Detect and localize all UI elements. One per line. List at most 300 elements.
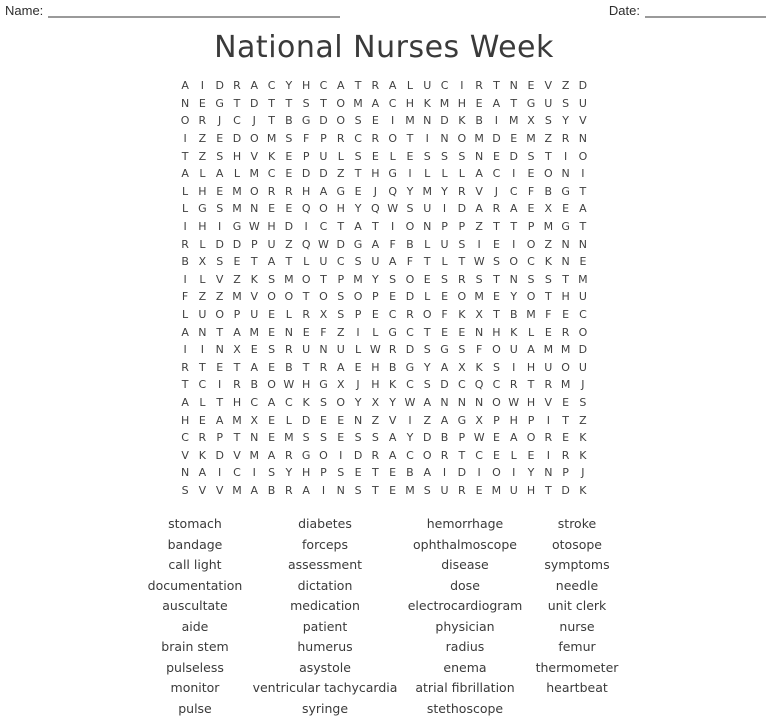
grid-letter: V bbox=[475, 184, 483, 198]
grid-letter: H bbox=[302, 466, 311, 480]
grid-letter: Q bbox=[301, 237, 311, 251]
grid-letter: M bbox=[353, 272, 363, 286]
date-field bbox=[609, 2, 766, 18]
grid-letter: S bbox=[268, 272, 276, 286]
grid-letter: L bbox=[510, 448, 517, 462]
grid-letter: L bbox=[527, 325, 535, 339]
grid-letter: Z bbox=[544, 132, 553, 146]
grid-letter: T bbox=[268, 114, 275, 128]
grid-letter: V bbox=[388, 413, 397, 427]
grid-letter: C bbox=[406, 448, 414, 462]
grid-letter: H bbox=[198, 220, 207, 234]
grid-letter: A bbox=[388, 79, 397, 93]
grid-letter: T bbox=[302, 290, 310, 304]
grid-letter: B bbox=[388, 360, 397, 374]
word-item: patient bbox=[302, 618, 348, 634]
grid-letter: G bbox=[388, 167, 397, 181]
grid-letter: S bbox=[389, 272, 397, 286]
grid-letter: U bbox=[509, 483, 518, 497]
grid-letter: A bbox=[267, 395, 276, 409]
grid-letter: N bbox=[353, 413, 363, 427]
grid-letter: I bbox=[304, 220, 308, 234]
grid-letter: E bbox=[527, 448, 535, 462]
grid-letter: O bbox=[215, 308, 225, 322]
date-blank-line bbox=[645, 2, 766, 18]
grid-letter: R bbox=[544, 378, 553, 392]
grid-letter: I bbox=[218, 220, 222, 234]
grid-letter: K bbox=[423, 96, 431, 110]
grid-letter: M bbox=[405, 483, 415, 497]
grid-letter: I bbox=[563, 149, 568, 163]
grid-letter: L bbox=[182, 184, 189, 198]
grid-letter: O bbox=[319, 290, 328, 304]
grid-letter: S bbox=[579, 395, 587, 409]
grid-letter: P bbox=[354, 308, 362, 322]
grid-letter: R bbox=[371, 79, 380, 93]
grid-letter: I bbox=[512, 466, 516, 480]
grid-letter: M bbox=[543, 343, 554, 357]
grid-letter: F bbox=[527, 184, 535, 198]
grid-letter: B bbox=[509, 308, 518, 322]
grid-letter: Y bbox=[562, 114, 569, 128]
grid-letter: N bbox=[284, 325, 293, 339]
grid-letter: R bbox=[181, 237, 189, 251]
grid-letter: A bbox=[388, 255, 397, 269]
grid-letter: Z bbox=[336, 325, 345, 339]
grid-letter: O bbox=[422, 308, 432, 322]
grid-letter: C bbox=[388, 96, 397, 110]
grid-letter: K bbox=[458, 114, 466, 128]
grid-letter: T bbox=[562, 272, 569, 286]
grid-letter: O bbox=[336, 114, 346, 128]
grid-letter: N bbox=[250, 431, 259, 445]
grid-letter: I bbox=[546, 448, 550, 462]
grid-letter: I bbox=[425, 132, 429, 146]
grid-letter: N bbox=[423, 220, 432, 234]
word-item: dose bbox=[450, 577, 480, 593]
grid-letter: V bbox=[544, 79, 553, 93]
grid-letter: N bbox=[440, 132, 449, 146]
grid-letter: S bbox=[441, 272, 449, 286]
grid-letter: T bbox=[510, 220, 518, 234]
grid-letter: I bbox=[218, 466, 222, 480]
grid-letter: M bbox=[508, 114, 519, 128]
grid-letter: D bbox=[578, 343, 588, 357]
grid-letter: G bbox=[301, 448, 311, 462]
grid-letter: P bbox=[302, 149, 310, 163]
grid-letter: P bbox=[233, 308, 241, 322]
word-item: unit clerk bbox=[547, 598, 607, 613]
grid-letter: U bbox=[578, 360, 587, 374]
grid-letter: I bbox=[512, 360, 516, 374]
grid-letter: B bbox=[440, 431, 449, 445]
grid-letter: T bbox=[458, 255, 466, 269]
grid-letter: T bbox=[233, 431, 241, 445]
grid-letter: W bbox=[283, 378, 295, 392]
word-item: physician bbox=[435, 618, 495, 634]
grid-letter: D bbox=[215, 79, 224, 93]
grid-letter: Q bbox=[474, 378, 484, 392]
grid-letter: R bbox=[267, 184, 276, 198]
grid-letter: M bbox=[543, 220, 554, 234]
grid-letter: L bbox=[285, 413, 292, 427]
grid-letter: S bbox=[319, 395, 327, 409]
grid-letter: A bbox=[181, 167, 189, 181]
grid-letter: L bbox=[199, 395, 206, 409]
grid-letter: E bbox=[492, 290, 500, 304]
grid-letter: H bbox=[405, 96, 415, 110]
grid-letter: C bbox=[267, 79, 276, 93]
grid-letter: D bbox=[250, 96, 259, 110]
grid-letter: O bbox=[457, 132, 467, 146]
grid-letter: M bbox=[578, 272, 588, 286]
grid-letter: T bbox=[181, 149, 189, 163]
grid-letter: K bbox=[250, 272, 258, 286]
grid-letter: W bbox=[248, 220, 260, 234]
grid-letter: K bbox=[267, 149, 276, 163]
grid-letter: R bbox=[388, 343, 397, 357]
grid-letter: J bbox=[218, 114, 222, 128]
grid-letter: B bbox=[181, 255, 189, 269]
grid-letter: T bbox=[354, 167, 362, 181]
grid-letter: M bbox=[474, 132, 484, 146]
grid-letter: O bbox=[509, 255, 519, 269]
grid-letter: T bbox=[181, 378, 189, 392]
grid-letter: P bbox=[250, 237, 258, 251]
grid-letter: N bbox=[180, 466, 190, 480]
grid-letter: O bbox=[180, 114, 190, 128]
grid-letter: H bbox=[509, 413, 518, 427]
grid-letter: N bbox=[475, 149, 484, 163]
grid-letter: N bbox=[457, 395, 466, 409]
grid-letter: P bbox=[216, 431, 223, 445]
grid-letter: H bbox=[267, 220, 276, 234]
grid-letter: E bbox=[354, 466, 362, 480]
grid-letter: S bbox=[319, 431, 327, 445]
grid-letter: A bbox=[371, 96, 380, 110]
grid-letter: D bbox=[232, 132, 242, 146]
grid-letter: T bbox=[354, 79, 362, 93]
grid-letter: E bbox=[268, 413, 276, 427]
grid-letter: N bbox=[475, 395, 484, 409]
grid-letter: U bbox=[319, 255, 328, 269]
grid-letter: T bbox=[562, 413, 569, 427]
grid-letter: Z bbox=[285, 237, 293, 251]
grid-letter: E bbox=[337, 413, 345, 427]
grid-letter: E bbox=[441, 290, 449, 304]
grid-letter: E bbox=[250, 343, 258, 357]
grid-letter: A bbox=[440, 360, 449, 374]
grid-letter: I bbox=[356, 325, 360, 339]
grid-letter: S bbox=[354, 255, 362, 269]
grid-letter: V bbox=[233, 448, 241, 462]
grid-letter: E bbox=[268, 360, 276, 374]
grid-letter: C bbox=[319, 220, 328, 234]
grid-letter: A bbox=[388, 448, 397, 462]
grid-letter: E bbox=[527, 79, 535, 93]
grid-letter: I bbox=[442, 202, 447, 216]
grid-letter: Y bbox=[441, 184, 448, 198]
grid-letter: L bbox=[372, 325, 379, 339]
word-item: otosope bbox=[552, 536, 602, 552]
grid-letter: P bbox=[562, 466, 569, 480]
grid-letter: E bbox=[319, 413, 327, 427]
grid-letter: S bbox=[216, 202, 224, 216]
grid-letter: A bbox=[423, 395, 431, 409]
grid-letter: L bbox=[441, 167, 448, 181]
grid-letter: J bbox=[494, 184, 499, 198]
grid-letter: B bbox=[406, 466, 414, 480]
grid-letter: I bbox=[183, 272, 187, 286]
grid-letter: A bbox=[509, 202, 518, 216]
grid-letter: A bbox=[233, 325, 241, 339]
name-field bbox=[5, 2, 340, 18]
grid-letter: C bbox=[250, 395, 259, 409]
grid-letter: S bbox=[544, 114, 552, 128]
grid-letter: F bbox=[406, 255, 414, 269]
grid-letter: S bbox=[354, 114, 362, 128]
grid-letter: O bbox=[492, 395, 501, 409]
grid-letter: I bbox=[339, 448, 343, 462]
grid-letter: E bbox=[354, 360, 362, 374]
grid-letter: R bbox=[492, 202, 501, 216]
grid-letter: E bbox=[389, 466, 397, 480]
grid-letter: L bbox=[406, 79, 414, 93]
grid-letter: S bbox=[544, 272, 552, 286]
grid-letter: S bbox=[181, 483, 189, 497]
grid-letter: E bbox=[527, 202, 535, 216]
grid-letter: V bbox=[250, 149, 259, 163]
grid-letter: Y bbox=[510, 290, 518, 304]
grid-letter: K bbox=[579, 448, 587, 462]
grid-letter: T bbox=[250, 255, 258, 269]
grid-letter: D bbox=[405, 343, 415, 357]
word-item: enema bbox=[443, 659, 487, 675]
grid-letter: H bbox=[336, 202, 345, 216]
grid-letter: O bbox=[457, 290, 467, 304]
grid-letter: Z bbox=[475, 220, 483, 234]
grid-letter: S bbox=[354, 431, 362, 445]
grid-letter: E bbox=[475, 483, 483, 497]
grid-letter: D bbox=[284, 220, 294, 234]
grid-letter: Z bbox=[198, 149, 207, 163]
grid-letter: W bbox=[473, 255, 485, 269]
grid-letter: Y bbox=[354, 395, 362, 409]
grid-letter: D bbox=[215, 237, 224, 251]
grid-letter: R bbox=[285, 343, 293, 357]
grid-letter: E bbox=[458, 325, 466, 339]
grid-letter: A bbox=[336, 79, 345, 93]
grid-letter: U bbox=[544, 96, 553, 110]
grid-letter: S bbox=[458, 343, 466, 357]
grid-letter: U bbox=[423, 202, 432, 216]
grid-letter: S bbox=[285, 132, 293, 146]
word-item: call light bbox=[168, 557, 222, 572]
grid-letter: V bbox=[198, 483, 207, 497]
grid-letter: T bbox=[285, 255, 293, 269]
grid-letter: X bbox=[198, 255, 207, 269]
grid-letter: F bbox=[389, 237, 396, 251]
grid-letter: E bbox=[389, 290, 397, 304]
grid-letter: I bbox=[512, 237, 516, 251]
grid-letter: M bbox=[232, 202, 242, 216]
grid-letter: M bbox=[249, 448, 260, 462]
grid-letter: U bbox=[267, 237, 276, 251]
grid-letter: C bbox=[475, 448, 483, 462]
grid-letter: P bbox=[527, 220, 535, 234]
grid-letter: S bbox=[216, 149, 224, 163]
grid-letter: U bbox=[336, 343, 345, 357]
word-item: femur bbox=[558, 639, 596, 654]
grid-letter: I bbox=[391, 220, 395, 234]
grid-letter: L bbox=[354, 343, 362, 357]
grid-letter: G bbox=[388, 325, 397, 339]
grid-letter: P bbox=[458, 220, 466, 234]
grid-letter: G bbox=[215, 96, 224, 110]
grid-letter: X bbox=[233, 343, 241, 357]
grid-letter: D bbox=[509, 149, 518, 163]
grid-letter: W bbox=[404, 395, 416, 409]
grid-letter: R bbox=[458, 184, 466, 198]
grid-letter: K bbox=[579, 431, 587, 445]
grid-letter: B bbox=[285, 360, 293, 374]
grid-letter: T bbox=[216, 395, 224, 409]
grid-letter: D bbox=[457, 466, 467, 480]
grid-letter: F bbox=[320, 325, 327, 339]
grid-letter: E bbox=[216, 132, 224, 146]
grid-letter: E bbox=[371, 114, 379, 128]
grid-letter: K bbox=[475, 360, 483, 374]
grid-letter: X bbox=[475, 308, 483, 322]
grid-letter: O bbox=[405, 272, 415, 286]
grid-letter: D bbox=[232, 237, 242, 251]
word-item: atrial fibrillation bbox=[415, 680, 515, 695]
grid-letter: Z bbox=[198, 290, 207, 304]
grid-letter: L bbox=[424, 290, 431, 304]
grid-letter: E bbox=[268, 202, 276, 216]
grid-letter: T bbox=[320, 96, 327, 110]
grid-letter: T bbox=[268, 96, 275, 110]
grid-letter: R bbox=[181, 360, 189, 374]
grid-letter: E bbox=[562, 308, 570, 322]
grid-letter: U bbox=[578, 290, 587, 304]
grid-letter: E bbox=[492, 237, 500, 251]
grid-letter: D bbox=[492, 132, 501, 146]
grid-letter: I bbox=[391, 114, 395, 128]
grid-letter: L bbox=[199, 237, 206, 251]
grid-letter: I bbox=[252, 466, 256, 480]
grid-letter: R bbox=[198, 431, 207, 445]
grid-letter: L bbox=[303, 255, 310, 269]
grid-letter: R bbox=[406, 308, 414, 322]
grid-letter: N bbox=[509, 79, 518, 93]
grid-letter: U bbox=[440, 237, 449, 251]
grid-letter: N bbox=[561, 237, 570, 251]
grid-letter: I bbox=[183, 220, 187, 234]
grid-letter: F bbox=[475, 343, 483, 357]
grid-letter: O bbox=[336, 96, 346, 110]
grid-letter: Q bbox=[388, 184, 397, 198]
grid-letter: A bbox=[181, 325, 189, 339]
word-item: assessment bbox=[287, 557, 363, 572]
grid-letter: I bbox=[183, 343, 187, 357]
grid-letter: E bbox=[423, 272, 431, 286]
grid-letter: S bbox=[337, 290, 345, 304]
word-item: humerus bbox=[297, 639, 353, 654]
grid-letter: O bbox=[319, 202, 328, 216]
grid-letter: N bbox=[319, 343, 328, 357]
grid-letter: C bbox=[579, 308, 587, 322]
grid-letter: X bbox=[336, 378, 345, 392]
word-item: stroke bbox=[557, 516, 597, 531]
grid-letter: A bbox=[250, 79, 259, 93]
grid-letter: K bbox=[544, 255, 552, 269]
grid-letter: M bbox=[232, 413, 242, 427]
grid-letter: O bbox=[543, 167, 553, 181]
grid-letter: W bbox=[387, 202, 399, 216]
grid-letter: N bbox=[578, 237, 588, 251]
grid-letter: O bbox=[578, 325, 588, 339]
grid-letter: S bbox=[216, 255, 224, 269]
grid-letter: S bbox=[268, 466, 276, 480]
grid-letter: P bbox=[320, 466, 327, 480]
grid-letter: F bbox=[545, 308, 552, 322]
grid-letter: O bbox=[492, 466, 501, 480]
grid-letter: O bbox=[267, 290, 276, 304]
grid-letter: L bbox=[233, 167, 241, 181]
grid-letter: J bbox=[581, 378, 585, 392]
grid-letter: I bbox=[408, 167, 412, 181]
grid-letter: S bbox=[423, 378, 431, 392]
grid-letter: P bbox=[527, 413, 535, 427]
grid-letter: G bbox=[336, 184, 346, 198]
grid-letter: E bbox=[562, 431, 570, 445]
grid-letter: N bbox=[475, 325, 484, 339]
grid-letter: T bbox=[371, 483, 379, 497]
grid-letter: H bbox=[492, 325, 501, 339]
grid-letter: B bbox=[267, 483, 276, 497]
word-item: documentation bbox=[147, 577, 243, 593]
grid-letter: A bbox=[388, 431, 397, 445]
grid-letter: C bbox=[492, 167, 501, 181]
grid-letter: U bbox=[509, 343, 518, 357]
grid-letter: A bbox=[371, 237, 380, 251]
grid-letter: V bbox=[579, 114, 587, 128]
word-list bbox=[0, 514, 768, 719]
grid-letter: R bbox=[561, 325, 570, 339]
grid-letter: G bbox=[198, 202, 207, 216]
grid-letter: T bbox=[544, 149, 552, 163]
grid-letter: E bbox=[406, 149, 414, 163]
grid-letter: R bbox=[475, 79, 483, 93]
word-item: stethoscope bbox=[426, 700, 504, 716]
grid-letter: V bbox=[250, 290, 259, 304]
word-item: syringe bbox=[301, 700, 349, 716]
grid-letter: T bbox=[579, 184, 587, 198]
grid-letter: N bbox=[578, 132, 588, 146]
grid-letter: R bbox=[336, 132, 345, 146]
grid-letter: D bbox=[215, 448, 224, 462]
grid-letter: D bbox=[301, 413, 311, 427]
word-item: nurse bbox=[559, 618, 595, 634]
grid-letter: L bbox=[182, 308, 189, 322]
grid-letter: L bbox=[182, 202, 189, 216]
word-item: ventricular tachycardia bbox=[252, 680, 398, 695]
grid-letter: S bbox=[441, 149, 449, 163]
grid-letter: Y bbox=[423, 360, 431, 374]
grid-letter: M bbox=[232, 483, 242, 497]
grid-letter: S bbox=[423, 343, 431, 357]
